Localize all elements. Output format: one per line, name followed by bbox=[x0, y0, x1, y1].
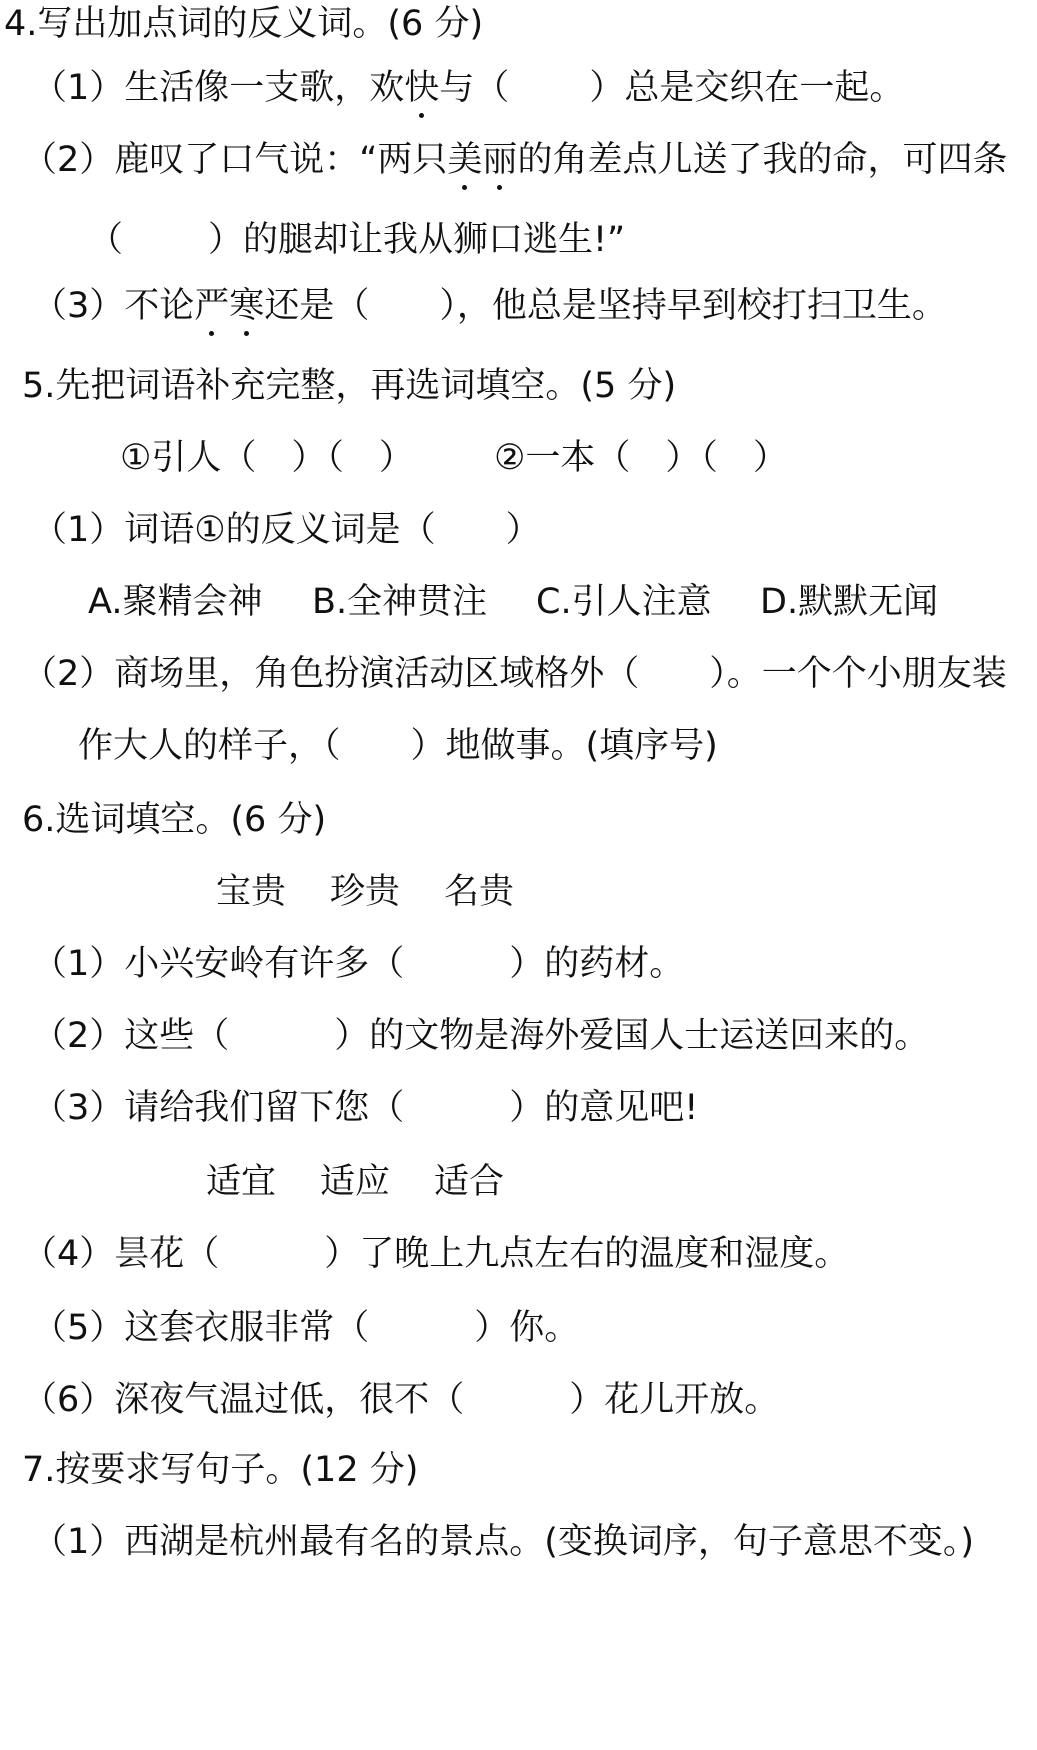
option-b[interactable]: B.全神贯注 bbox=[312, 582, 488, 622]
emphasis-dot-char: 快 bbox=[404, 68, 440, 108]
q4-item-1: （1）生活像一支歌，欢快与（ ）总是交织在一起。 bbox=[32, 68, 905, 108]
q5-sub-1: （1）词语①的反义词是（ ） bbox=[32, 510, 541, 550]
word-bank-item: 适宜 bbox=[206, 1162, 277, 1202]
q7-title: 7.按要求写句子。(12 分) bbox=[22, 1450, 419, 1490]
word-bank-item: 珍贵 bbox=[330, 872, 401, 912]
emphasis-dot-char: 丽 bbox=[482, 140, 518, 180]
emphasis-dot-char: 美 bbox=[447, 140, 483, 180]
option-d[interactable]: D.默默无闻 bbox=[760, 582, 939, 622]
q6-item-3: （3）请给我们留下您（ ）的意见吧! bbox=[32, 1088, 699, 1128]
q4-title: 4.写出加点词的反义词。(6 分) bbox=[4, 4, 484, 44]
option-a[interactable]: A.聚精会神 bbox=[88, 582, 263, 622]
q6-item-6: （6）深夜气温过低，很不（ ）花儿开放。 bbox=[22, 1380, 780, 1420]
q4-item-2-cont: （ ）的腿却让我从狮口逃生!” bbox=[88, 220, 626, 260]
q5-sub-2-cont: 作大人的样子，（ ）地做事。(填序号) bbox=[78, 726, 718, 766]
word-bank-item: 适应 bbox=[320, 1162, 391, 1202]
q6-word-bank-1 bbox=[0, 870, 1037, 914]
q7-item-1: （1）西湖是杭州最有名的景点。(变换词序，句子意思不变。) bbox=[32, 1522, 975, 1562]
q5-options bbox=[0, 580, 1037, 624]
word-bank-item: 名贵 bbox=[444, 872, 515, 912]
q4-item-2: （2）鹿叹了口气说：“两只美丽的角差点儿送了我的命，可四条 bbox=[22, 140, 1008, 180]
q6-item-4: （4）昙花（ ）了晚上九点左右的温度和湿度。 bbox=[22, 1234, 850, 1274]
option-c[interactable]: C.引人注意 bbox=[536, 582, 712, 622]
q5-sub-2: （2）商场里，角色扮演活动区域格外（ ）。一个个小朋友装 bbox=[22, 654, 1007, 694]
q5-word-2: ②一本（ ）（ ） bbox=[494, 438, 788, 478]
q5-title: 5.先把词语补充完整，再选词填空。(5 分) bbox=[22, 366, 677, 406]
q4-item-3: （3）不论严寒还是（ ），他总是坚持早到校打扫卫生。 bbox=[32, 286, 947, 326]
q6-item-2: （2）这些（ ）的文物是海外爱国人士运送回来的。 bbox=[32, 1016, 930, 1056]
word-bank-item: 适合 bbox=[434, 1162, 505, 1202]
word-bank-item: 宝贵 bbox=[216, 872, 287, 912]
q6-item-1: （1）小兴安岭有许多（ ）的药材。 bbox=[32, 944, 685, 984]
q6-title: 6.选词填空。(6 分) bbox=[22, 800, 327, 840]
q5-word-1: ①引人（ ）（ ） bbox=[120, 438, 414, 478]
emphasis-dot-char: 严 bbox=[194, 286, 230, 326]
emphasis-dot-char: 寒 bbox=[229, 286, 265, 326]
q6-word-bank-2 bbox=[0, 1160, 1037, 1204]
q6-item-5: （5）这套衣服非常（ ）你。 bbox=[32, 1308, 580, 1348]
